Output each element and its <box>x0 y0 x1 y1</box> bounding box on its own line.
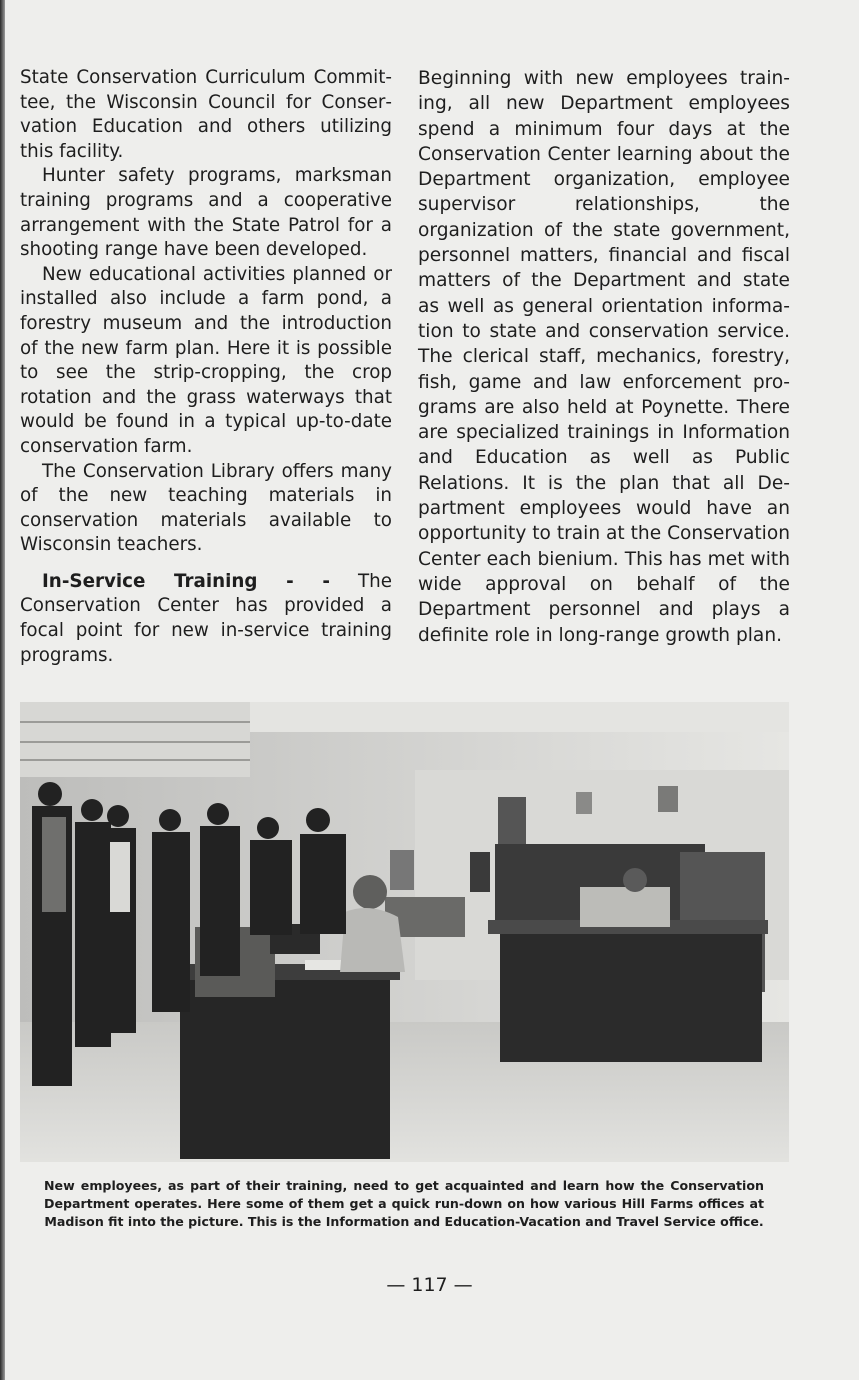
right-text-column <box>418 66 790 648</box>
paragraph: New educational activities planned or installed also include a farm pond, a forestry museum and the introduction of the new farm plan. Here it is possible to see the strip-cropping, the crop rotation and the grass waterways that would be found in a typical up-to-date conservation farm. <box>20 263 392 457</box>
paragraph-text: The Conservation Center has provided a focal point for new in-service training programs. <box>20 570 392 666</box>
paragraph: Beginning with new employees training, all new Department employees spend a minimum four days at the Conservation Center learning about the Department organization, employee supervisor relationships, the organization of the state government, personnel matters, financial and fiscal matters of the Department and state as well as general orientation information to state and conservation service. The clerical staff, mechanics, forestry, fish, game and law enforcement programs are also held at Poynette. There are specialized trainings in Information and Education as well as Public Relations. It is the plan that all Department employees would have an opportunity to train at the Conservation Center each bienium. This has met with wide approval on behalf of the Department personnel and plays a definite role in long-range growth plan. <box>418 68 790 646</box>
paragraph: Hunter safety programs, marksman training programs and a cooperative arrangement with the State Patrol for a shooting range have been developed. <box>20 165 392 261</box>
left-text-column <box>20 66 392 668</box>
in-service-training-paragraph <box>20 570 392 668</box>
page-spine-shadow <box>0 0 5 1380</box>
paragraph: The Conservation Library offers many of the new teaching materials in conservation materials available to Wisconsin teachers. <box>20 460 392 556</box>
paragraph: State Conservation Curriculum Committee, the Wisconsin Council for Conservation Education and others utilizing this facility. <box>20 67 392 162</box>
photo-caption: New employees, as part of their training, need to get acquainted and learn how the Conservation Department operates. Here some of them get a quick run-down on how various Hill Farms offices at Madison fit into the picture. This is the Information and Education-Vacation and Travel Service office. <box>44 1178 764 1230</box>
page-number: — 117 — <box>386 1274 473 1296</box>
run-in-heading: In-Service Training - - <box>42 570 330 592</box>
office-training-photo <box>20 702 789 1162</box>
